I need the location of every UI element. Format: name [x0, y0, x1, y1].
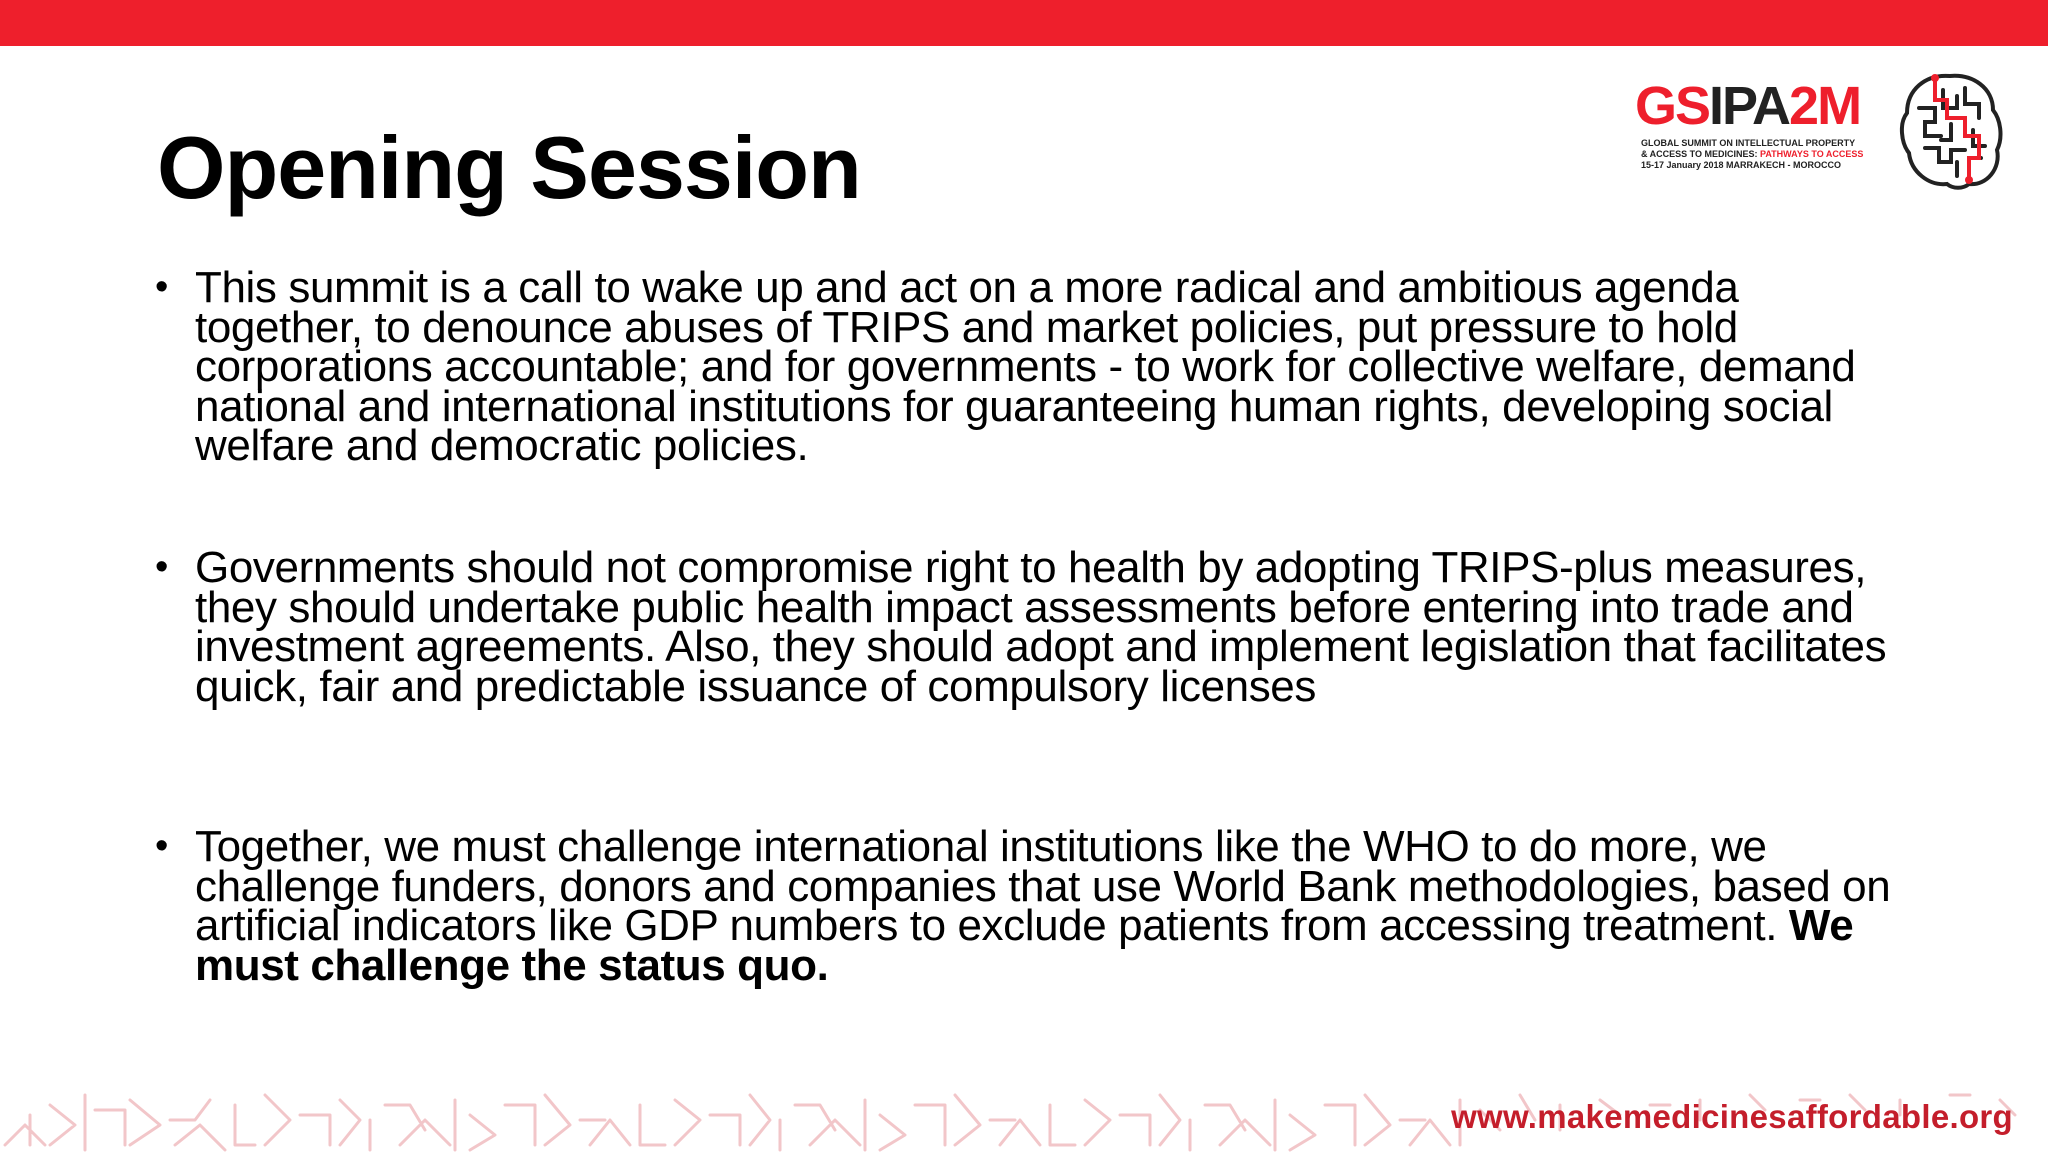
logo-subtitle-line3: 15-17 January 2018 MARRAKECH - MOROCCO	[1641, 160, 1842, 170]
bullet-item	[155, 822, 1895, 990]
bullet-text: This summit is a call to wake up and act on a more radical and ambitious agenda together, to denounce abuses of TRIPS and market policies, put pressure to hold corporations accountable; and for governments - to work for collective welfare, demand national and international institutions for guaranteeing human rights, developing social welfare and democratic policies.	[195, 263, 1856, 470]
logo-wordmark-part2: IPA	[1709, 76, 1790, 136]
gsipa2m-logo	[1635, 68, 2005, 193]
bullet-glyph: •	[155, 825, 168, 867]
logo-wordmark-part1: GS	[1635, 76, 1710, 136]
logo-subtitle-line1: GLOBAL SUMMIT ON INTELLECTUAL PROPERTY	[1641, 138, 1856, 148]
brain-maze-icon	[1895, 68, 2005, 193]
footer-url-link[interactable]: www.makemedicinesaffordable.org	[1451, 1098, 2013, 1135]
slide-title: Opening Session	[157, 118, 861, 217]
logo-subtitle-line2-a: & ACCESS TO MEDICINES:	[1641, 149, 1761, 159]
top-accent-bar	[0, 0, 2048, 46]
logo-subtitle-line2-b: PATHWAYS TO ACCESS	[1760, 149, 1864, 159]
bullet-emphasis: We must challenge the status quo.	[195, 901, 1854, 990]
bullet-text: Governments should not compromise right to health by adopting TRIPS-plus measures, they should undertake public health impact assessments before entering into trade and investment agreements. Also, they should adopt and implement legislation that facilitates quick, fair and predictable issuance of compulsory licenses	[195, 543, 1887, 711]
bullet-item	[155, 263, 1895, 470]
bullet-glyph: •	[155, 546, 168, 588]
logo-wordmark	[1635, 78, 1860, 134]
logo-subtitle-line2	[1641, 149, 1863, 160]
bullet-item	[155, 543, 1895, 711]
bullet-text: Together, we must challenge international institutions like the WHO to do more, we challenge funders, donors and companies that use World Bank methodologies, based on artificial indicators like GDP numbers to exclude patients from accessing treatment.	[195, 822, 1891, 950]
bullet-glyph: •	[155, 266, 168, 308]
logo-wordmark-part3: 2M	[1789, 76, 1861, 136]
